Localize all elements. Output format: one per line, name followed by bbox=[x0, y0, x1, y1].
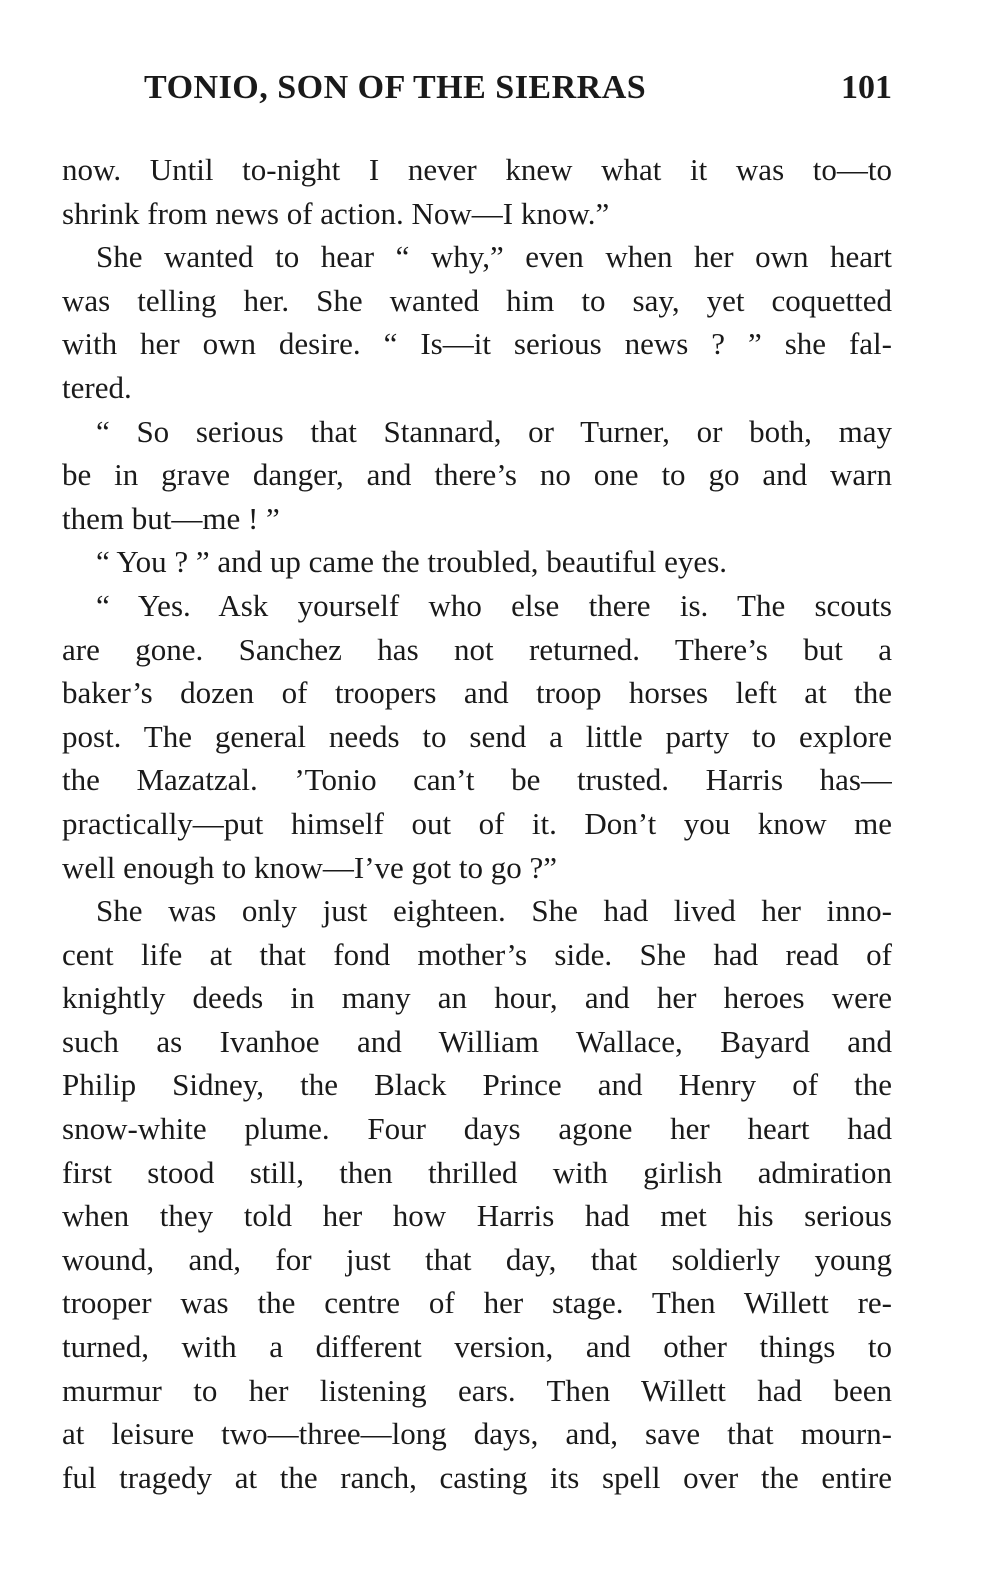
text-line: turned, with a different version, and other things to bbox=[62, 1329, 892, 1365]
body-text bbox=[62, 148, 892, 1499]
page-number: 101 bbox=[841, 69, 892, 106]
text-line: shrink from news of action. Now—I know.” bbox=[62, 195, 610, 231]
text-line: when they told her how Harris had met his serious bbox=[62, 1198, 892, 1234]
text-line: trooper was the centre of her stage. Then Willett re- bbox=[62, 1285, 892, 1321]
text-line: She wanted to hear “ why,” even when her own heart bbox=[96, 239, 892, 275]
text-line: at leisure two—three—long days, and, save that mourn- bbox=[62, 1416, 892, 1452]
text-line: baker’s dozen of troopers and troop horses left at the bbox=[62, 675, 892, 711]
text-line: murmur to her listening ears. Then Willett had been bbox=[62, 1372, 892, 1408]
text-line: well enough to know—I’ve got to go ?” bbox=[62, 849, 558, 885]
text-line: She was only just eighteen. She had lived her inno- bbox=[96, 893, 892, 929]
text-line: the Mazatzal. ’Tonio can’t be trusted. Harris has— bbox=[62, 762, 892, 798]
text-line: was telling her. She wanted him to say, yet coquetted bbox=[62, 282, 892, 318]
text-line: “ So serious that Stannard, or Turner, or both, may bbox=[96, 413, 892, 449]
text-line: tered. bbox=[62, 369, 132, 405]
running-title: TONIO, SON OF THE SIERRAS bbox=[144, 69, 647, 106]
text-line: such as Ivanhoe and William Wallace, Bayard and bbox=[62, 1023, 892, 1059]
text-line: knightly deeds in many an hour, and her heroes were bbox=[62, 980, 892, 1016]
text-line: first stood still, then thrilled with girlish admiration bbox=[62, 1154, 892, 1190]
text-line: wound, and, for just that day, that soldierly young bbox=[62, 1241, 892, 1277]
text-line: are gone. Sanchez has not returned. There’s but a bbox=[62, 631, 892, 667]
running-head bbox=[62, 62, 892, 114]
text-line: practically—put himself out of it. Don’t you know me bbox=[62, 805, 892, 841]
text-line: cent life at that fond mother’s side. She had read of bbox=[62, 936, 892, 972]
text-line: ful tragedy at the ranch, casting its spell over the entire bbox=[62, 1459, 892, 1495]
text-line: post. The general needs to send a little party to explore bbox=[62, 718, 892, 754]
text-line: Philip Sidney, the Black Prince and Henry of the bbox=[62, 1067, 892, 1103]
text-line: “ Yes. Ask yourself who else there is. The scouts bbox=[96, 587, 892, 623]
text-line: now. Until to-night I never knew what it was to—to bbox=[62, 152, 892, 187]
text-line: be in grave danger, and there’s no one to go and warn bbox=[62, 457, 892, 493]
text-line: them but—me ! ” bbox=[62, 500, 280, 536]
text-line: “ You ? ” and up came the troubled, beautiful eyes. bbox=[96, 544, 728, 580]
text-line: with her own desire. “ Is—it serious news ? ” she fal- bbox=[62, 326, 892, 362]
text-line: snow-white plume. Four days agone her heart had bbox=[62, 1111, 892, 1147]
